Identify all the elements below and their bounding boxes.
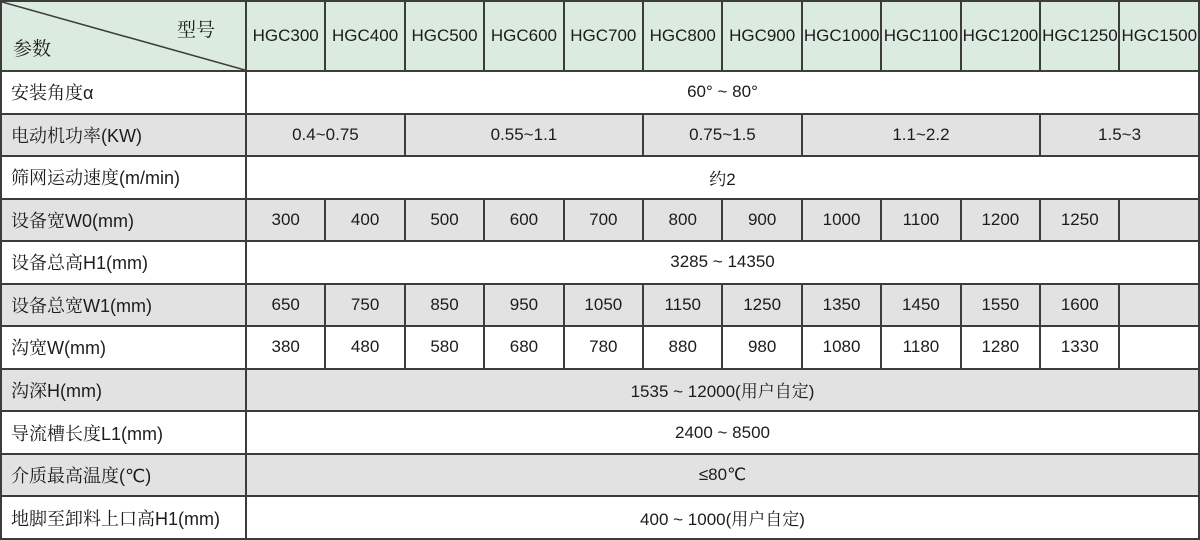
value-cell: 1350 [802, 284, 881, 327]
table-row [1, 71, 1199, 114]
value-cell: 2400 ~ 8500 [246, 411, 1199, 454]
value-cell: 1250 [722, 284, 801, 327]
value-cell: 1600 [1040, 284, 1119, 327]
param-label: 介质最高温度(℃) [1, 454, 246, 497]
value-cell: 1200 [961, 199, 1040, 242]
value-cell: 650 [246, 284, 325, 327]
table-row [1, 241, 1199, 284]
value-cell: 1280 [961, 326, 1040, 369]
param-label: 设备总高H1(mm) [1, 241, 246, 284]
column-header-hgc500: HGC500 [405, 1, 484, 71]
column-header-hgc1250: HGC1250 [1040, 1, 1119, 71]
value-cell: 1050 [564, 284, 643, 327]
value-cell: 480 [325, 326, 404, 369]
value-cell: 700 [564, 199, 643, 242]
corner-label-model: 型号 [176, 20, 215, 41]
value-cell: 780 [564, 326, 643, 369]
value-cell: 400 [325, 199, 404, 242]
value-cell: 1.1~2.2 [802, 114, 1040, 157]
column-header-hgc600: HGC600 [484, 1, 563, 71]
value-cell: 950 [484, 284, 563, 327]
value-cell: 600 [484, 199, 563, 242]
table-row [1, 199, 1199, 242]
value-cell: 800 [643, 199, 722, 242]
value-cell: 3285 ~ 14350 [246, 241, 1199, 284]
value-cell: 1450 [881, 284, 960, 327]
param-label: 导流槽长度L1(mm) [1, 411, 246, 454]
value-cell: 0.75~1.5 [643, 114, 802, 157]
column-header-hgc700: HGC700 [564, 1, 643, 71]
value-cell: 1150 [643, 284, 722, 327]
value-cell: 1080 [802, 326, 881, 369]
column-header-hgc300: HGC300 [246, 1, 325, 71]
value-cell: 980 [722, 326, 801, 369]
table-row [1, 411, 1199, 454]
param-label: 沟深H(mm) [1, 369, 246, 412]
table-row [1, 156, 1199, 199]
table-row [1, 369, 1199, 412]
value-cell: 约2 [246, 156, 1199, 199]
value-cell: 1180 [881, 326, 960, 369]
column-header-hgc1000: HGC1000 [802, 1, 881, 71]
empty-cell [1119, 326, 1199, 369]
value-cell: 300 [246, 199, 325, 242]
value-cell: 380 [246, 326, 325, 369]
column-header-hgc1100: HGC1100 [881, 1, 960, 71]
value-cell: 680 [484, 326, 563, 369]
column-header-hgc900: HGC900 [722, 1, 801, 71]
value-cell: 750 [325, 284, 404, 327]
table-row [1, 114, 1199, 157]
corner-cell [1, 1, 246, 71]
value-cell: 0.55~1.1 [405, 114, 643, 157]
column-header-hgc1500: HGC1500 [1119, 1, 1199, 71]
param-label: 沟宽W(mm) [1, 326, 246, 369]
value-cell: 1000 [802, 199, 881, 242]
param-label: 安装角度α [1, 71, 246, 114]
header-row [1, 1, 1199, 71]
column-header-hgc1200: HGC1200 [961, 1, 1040, 71]
value-cell: ≤80℃ [246, 454, 1199, 497]
value-cell: 880 [643, 326, 722, 369]
param-label: 设备宽W0(mm) [1, 199, 246, 242]
value-cell: 580 [405, 326, 484, 369]
empty-cell [1119, 284, 1199, 327]
param-label: 筛网运动速度(m/min) [1, 156, 246, 199]
table-row [1, 454, 1199, 497]
table-row [1, 284, 1199, 327]
column-header-hgc800: HGC800 [643, 1, 722, 71]
value-cell: 1330 [1040, 326, 1119, 369]
empty-cell [1119, 199, 1199, 242]
value-cell: 1550 [961, 284, 1040, 327]
corner-label-param: 参数 [13, 39, 52, 60]
value-cell: 500 [405, 199, 484, 242]
table-row [1, 496, 1199, 539]
value-cell: 400 ~ 1000(用户自定) [246, 496, 1199, 539]
value-cell: 900 [722, 199, 801, 242]
value-cell: 1535 ~ 12000(用户自定) [246, 369, 1199, 412]
value-cell: 1250 [1040, 199, 1119, 242]
table-row [1, 326, 1199, 369]
value-cell: 850 [405, 284, 484, 327]
param-label: 设备总宽W1(mm) [1, 284, 246, 327]
value-cell: 0.4~0.75 [246, 114, 405, 157]
param-label: 电动机功率(KW) [1, 114, 246, 157]
value-cell: 60° ~ 80° [246, 71, 1199, 114]
param-label: 地脚至卸料上口高H1(mm) [1, 496, 246, 539]
value-cell: 1100 [881, 199, 960, 242]
column-header-hgc400: HGC400 [325, 1, 404, 71]
value-cell: 1.5~3 [1040, 114, 1199, 157]
